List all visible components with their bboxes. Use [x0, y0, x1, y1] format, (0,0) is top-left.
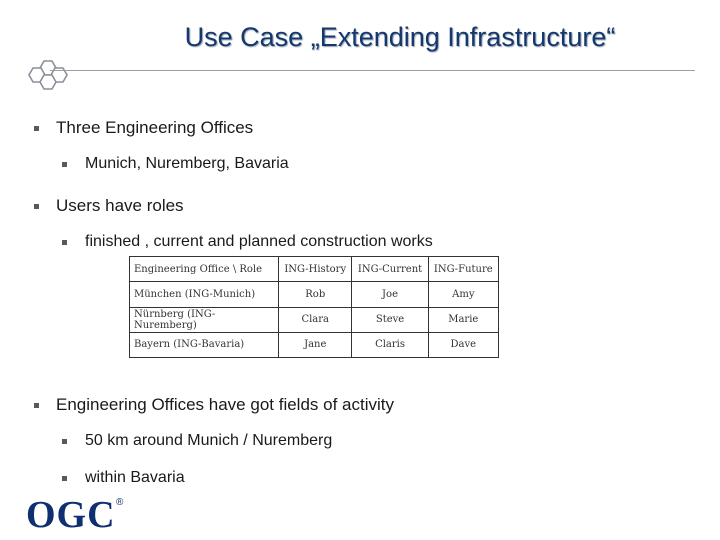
square-bullet-icon: [34, 403, 39, 408]
table-row: [130, 282, 499, 307]
roles-table: [129, 256, 499, 358]
sub-bullet-text: Munich, Nuremberg, Bavaria: [85, 155, 289, 172]
bullet-text: Engineering Offices have got fields of activity: [56, 395, 394, 414]
square-bullet-icon: [62, 476, 67, 481]
square-bullet-icon: [34, 204, 39, 209]
table-cell: Amy: [428, 282, 498, 307]
table-header-cell: ING-History: [279, 257, 352, 282]
square-bullet-icon: [34, 126, 39, 131]
table-row: [130, 307, 499, 332]
slide-title: Use Case „Extending Infrastructure“: [184, 22, 616, 52]
table-cell: Rob: [279, 282, 352, 307]
square-bullet-icon: [62, 240, 67, 245]
table-row: [130, 332, 499, 357]
square-bullet-icon: [62, 162, 67, 167]
table-cell: Dave: [428, 332, 498, 357]
table-cell: Steve: [352, 307, 428, 332]
table-header-row: [130, 257, 499, 282]
hexagon-decoration-icon: [24, 58, 74, 94]
table-cell: Joe: [352, 282, 428, 307]
table-cell: Claris: [352, 332, 428, 357]
registered-mark: ®: [116, 497, 124, 508]
sub-bullet-text: finished , current and planned construction works: [85, 233, 433, 250]
sub-bullet-text: within Bavaria: [85, 469, 185, 486]
table-cell: Clara: [279, 307, 352, 332]
table-cell: Jane: [279, 332, 352, 357]
square-bullet-icon: [62, 439, 67, 444]
table-header-cell: ING-Future: [428, 257, 498, 282]
table-header-cell: ING-Current: [352, 257, 428, 282]
table-header-cell: Engineering Office \ Role: [130, 257, 279, 282]
title-divider: [50, 70, 695, 71]
bullet-text: Users have roles: [56, 196, 184, 215]
sub-bullet-text: 50 km around Munich / Nuremberg: [85, 432, 333, 449]
ogc-logo: OGC: [26, 494, 116, 536]
table-cell: Nürnberg (ING-Nuremberg): [130, 307, 279, 332]
table-cell: Bayern (ING-Bavaria): [130, 332, 279, 357]
table-cell: München (ING-Munich): [130, 282, 279, 307]
table-cell: Marie: [428, 307, 498, 332]
bullet-text: Three Engineering Offices: [56, 118, 254, 137]
